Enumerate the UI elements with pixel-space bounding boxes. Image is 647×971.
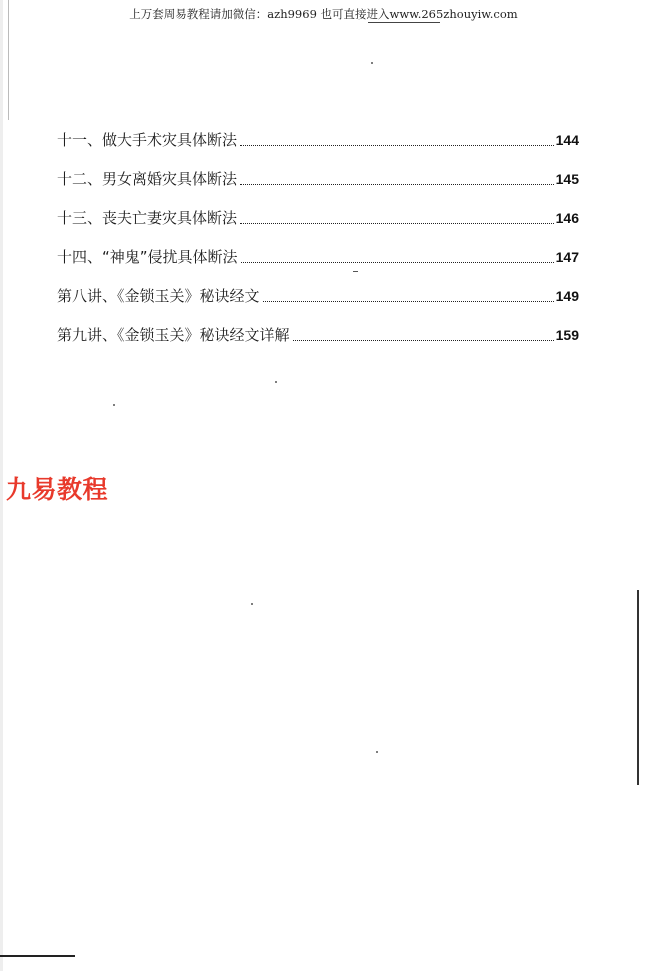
scan-speck [353, 271, 358, 272]
scan-speck [251, 603, 253, 605]
toc-dot-leader [240, 169, 554, 185]
watermark-logo-text: 九易教程 [6, 475, 109, 504]
toc-entry-page: 145 [555, 170, 579, 187]
toc-entry-page: 159 [555, 326, 579, 343]
toc-entry [57, 198, 579, 237]
toc-entry [57, 159, 579, 198]
toc-entry-title: 十四、“神鬼”侵扰具体断法 [57, 248, 238, 266]
header-banner: 上万套周易教程请加微信：azh9969 也可直接进入www.265zhouyiw.com [129, 7, 518, 21]
toc-dot-leader [240, 208, 554, 224]
toc-dot-leader [241, 247, 554, 263]
toc-dot-leader [240, 130, 554, 146]
scan-speck [113, 404, 115, 406]
toc-entry-title: 十二、男女离婚灾具体断法 [57, 170, 238, 188]
scan-speck [371, 62, 373, 64]
toc-entry-title: 第九讲、《金锁玉关》秘诀经文详解 [57, 326, 290, 344]
scan-speck [275, 381, 277, 383]
toc-entry [57, 120, 579, 159]
toc-entry [57, 315, 579, 354]
scan-edge-line-right [637, 590, 639, 785]
toc-entry-page: 149 [555, 287, 579, 304]
table-of-contents [57, 120, 579, 354]
toc-entry [57, 276, 579, 315]
toc-dot-leader [263, 286, 554, 302]
toc-entry-page: 147 [555, 248, 579, 265]
toc-entry-page: 144 [555, 131, 579, 148]
toc-dot-leader [293, 325, 554, 341]
scan-speck [376, 751, 378, 753]
scan-edge-line-bottom [0, 955, 75, 957]
toc-entry-title: 第八讲、《金锁玉关》秘诀经文 [57, 287, 260, 305]
toc-entry-title: 十三、丧夫亡妻灾具体断法 [57, 209, 238, 227]
toc-entry [57, 237, 579, 276]
scan-edge-shadow [0, 0, 3, 971]
toc-entry-title: 十一、做大手术灾具体断法 [57, 131, 238, 149]
toc-entry-page: 146 [555, 209, 579, 226]
header-link-underline [368, 22, 440, 23]
